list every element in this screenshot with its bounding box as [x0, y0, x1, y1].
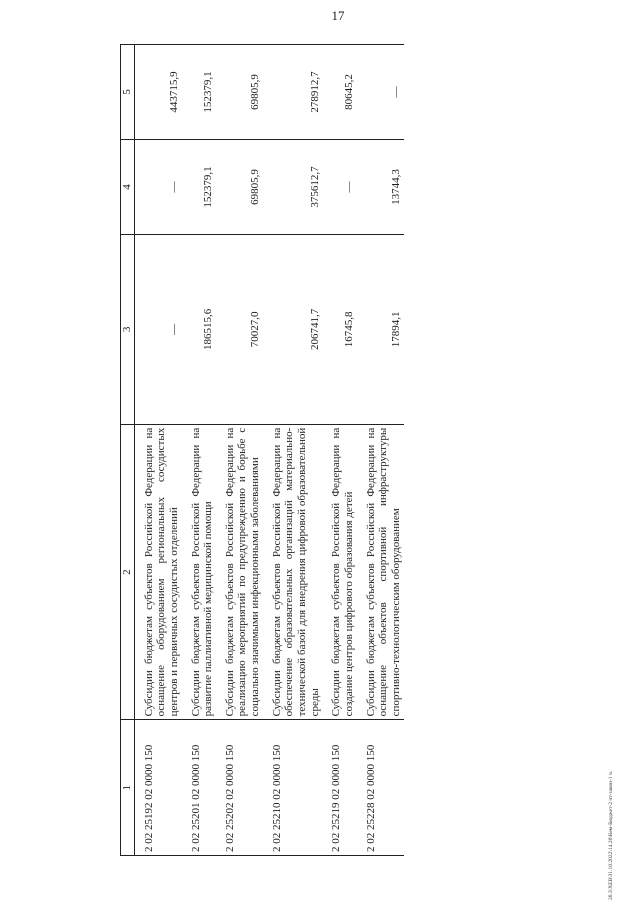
budget-code: 2 02 25210 02 0000 150 [263, 720, 323, 856]
value-col5: 278912,7 [263, 45, 323, 140]
value-col4: 69805,9 [216, 139, 263, 234]
value-col4: 13744,3 [357, 139, 404, 234]
budget-table-rotated [120, 44, 608, 856]
value-col4: 375612,7 [263, 139, 323, 234]
budget-code: 2 02 25192 02 0000 150 [134, 720, 181, 856]
column-header: 5 [121, 45, 135, 140]
column-header: 2 [121, 424, 135, 720]
value-col3: 186515,6 [182, 234, 216, 424]
table-header-row [121, 45, 135, 856]
value-col3: — [134, 234, 181, 424]
budget-code: 2 02 25202 02 0000 150 [216, 720, 263, 856]
table-row [322, 45, 356, 856]
value-col5: 69805,9 [216, 45, 263, 140]
budget-code: 2 02 25201 02 0000 150 [182, 720, 216, 856]
item-description: Субсидии бюджетам субъектов Российской Федерации на создание центров цифрового образования детей [322, 424, 356, 720]
item-description: Субсидии бюджетам субъектов Российской Федерации на оснащение оборудованием региональных сосудистых центров и первичных сосудистых отделений [134, 424, 181, 720]
column-header: 3 [121, 234, 135, 424]
item-description: Субсидии бюджетам субъектов Российской Федерации на реализацию мероприятий по предупреждению и борьбе с социально значимыми инфекционными заболеваниями [216, 424, 263, 720]
value-col4: — [134, 139, 181, 234]
value-col4: 152379,1 [182, 139, 216, 234]
value-col3: 16745,8 [322, 234, 356, 424]
item-description: Субсидии бюджетам субъектов Российской Федерации на оснащение объектов спортивной инфраструктуры спортивно-технологическим оборудованием [357, 424, 404, 720]
value-col4: — [322, 139, 356, 234]
value-col3: 206741,7 [263, 234, 323, 424]
table-row [134, 45, 181, 856]
table-row [263, 45, 323, 856]
page-number: 17 [331, 8, 345, 23]
table-row [182, 45, 216, 856]
value-col5: 80645,2 [322, 45, 356, 140]
document-footer-code: 20.3\XEB\31.10.2022\14.20\Кем-Бюджет-2 чт-закон-1 ч. [608, 770, 614, 900]
item-description: Субсидии бюджетам субъектов Российской Федерации на развитие паллиативной медицинской помощи [182, 424, 216, 720]
column-header: 4 [121, 139, 135, 234]
item-description: Субсидии бюджетам субъектов Российской Федерации на обеспечение образовательных организаций материально-технической базой для внедрения цифровой образовательной среды [263, 424, 323, 720]
value-col5: 152379,1 [182, 45, 216, 140]
column-header: 1 [121, 720, 135, 856]
value-col3: 17894,1 [357, 234, 404, 424]
table-row [216, 45, 263, 856]
value-col5: — [357, 45, 404, 140]
budget-code: 2 02 25219 02 0000 150 [322, 720, 356, 856]
value-col3: 70027,0 [216, 234, 263, 424]
value-col5: 443715,9 [134, 45, 181, 140]
budget-code: 2 02 25228 02 0000 150 [357, 720, 404, 856]
table-row [357, 45, 404, 856]
budget-table [120, 44, 404, 856]
